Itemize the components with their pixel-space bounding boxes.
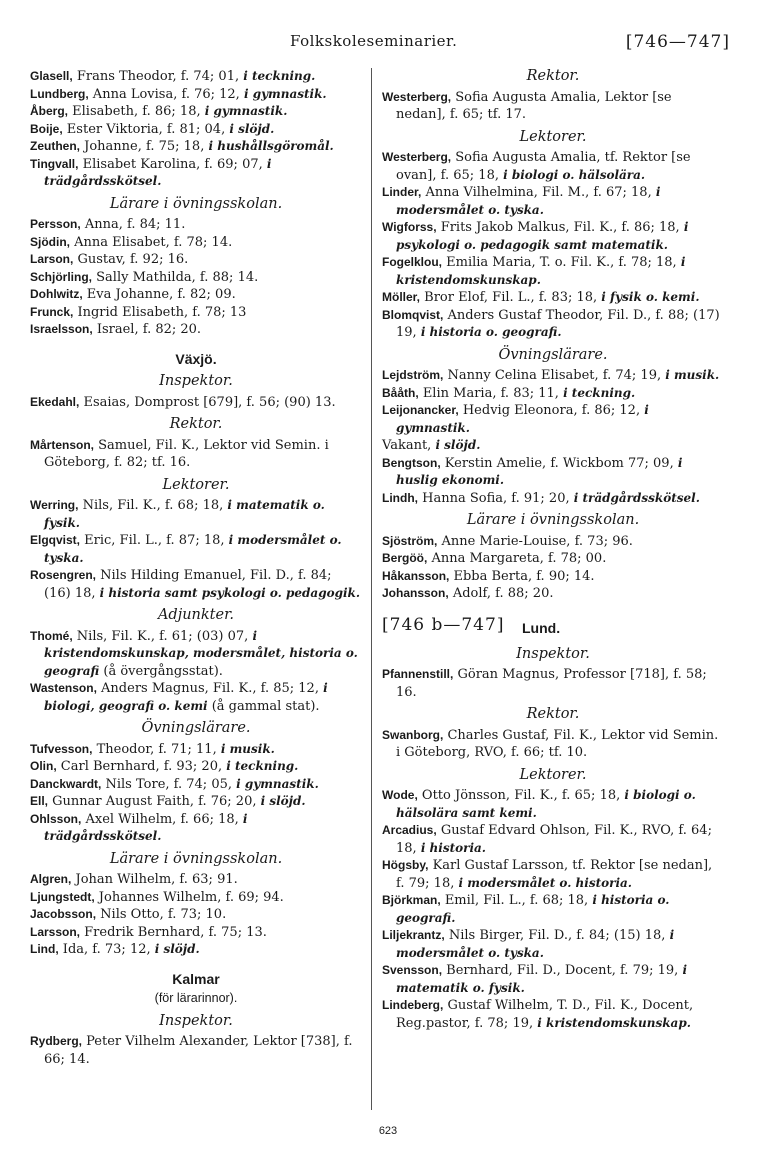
subject: i matematik o. fysik. — [396, 963, 687, 995]
subject: i musik. — [665, 368, 720, 382]
person-name: Rydberg, — [30, 1034, 83, 1048]
entry-group — [30, 497, 362, 602]
entry-details: Karl Gustaf Larsson, tf. Rektor [se nedan], f. 79; 18, — [396, 858, 713, 891]
list-item — [30, 103, 362, 121]
entry-group — [382, 533, 724, 603]
left-column — [30, 68, 362, 1068]
entry-details: Israel, f. 82; 20. — [92, 322, 202, 337]
entry-group — [30, 394, 362, 412]
list-item — [30, 758, 362, 776]
entry-details: Nils, Fil. K., f. 68; 18, — [78, 498, 228, 513]
person-name: Leijonancker, — [382, 403, 459, 417]
subject: i musik. — [220, 741, 275, 756]
person-name: Bååth, — [382, 385, 419, 400]
section-heading: Lärare i övningsskolan. — [109, 850, 283, 867]
subject: i trädgårdsskötsel. — [573, 490, 700, 505]
list-item — [30, 906, 362, 924]
subject: i fysik o. kemi. — [601, 290, 700, 304]
entry-details: Elisabet Karolina, f. 69; 07, — [78, 156, 267, 172]
person-name: Håkansson, — [382, 568, 450, 583]
list-item — [382, 149, 724, 184]
entry-details: Adolf, f. 88; 20. — [448, 586, 554, 601]
subject: i biologi o. hälsolära. — [503, 167, 646, 182]
person-name: Möller, — [382, 290, 421, 304]
subject: i teckning. — [563, 385, 636, 400]
list-item — [30, 86, 362, 104]
section-heading: Rektor. — [526, 706, 580, 722]
person-name: Blomqvist, — [382, 307, 444, 322]
list-item — [30, 1033, 362, 1068]
person-name: Schjörling, — [30, 269, 93, 284]
list-item — [30, 251, 362, 269]
subject: i modersmålet o. tyska. — [44, 533, 342, 565]
subject: i trädgårdsskötsel. — [44, 811, 248, 843]
list-item — [30, 567, 362, 602]
entry-group — [382, 367, 724, 507]
list-item — [382, 289, 724, 307]
list-item — [382, 367, 724, 385]
list-item — [382, 997, 724, 1032]
person-name: Wigforss, — [382, 220, 437, 234]
city-heading: Kalmar — [172, 970, 220, 987]
list-item — [30, 793, 362, 811]
section-heading: Lärare i övningsskolan. — [109, 195, 283, 212]
list-item — [30, 871, 362, 889]
running-title: Folkskoleseminarier. — [290, 32, 458, 50]
entry-group — [30, 1033, 362, 1068]
entry-details: Emil, Fil. L., f. 68; 18, — [440, 893, 593, 908]
person-name: Israelsson, — [30, 322, 93, 336]
subject: i modersmålet o. historia. — [458, 875, 632, 890]
subject: i kristendomskunskap. — [396, 255, 686, 287]
entry-details: Charles Gustaf, Fil. K., Lektor vid Semin. i Göteborg, RVO, f. 66; tf. 10. — [396, 727, 719, 760]
subject: i hushållsgöromål. — [208, 139, 334, 153]
entry-note: (å övergångsstat). — [99, 663, 223, 679]
person-name: Högsby, — [382, 858, 429, 872]
subject: i historia o. geografi. — [420, 325, 562, 339]
entry-details: Anna Elisabet, f. 78; 14. — [70, 234, 233, 250]
entry-details: Esaias, Domprost [679], f. 56; (90) 13. — [79, 394, 336, 410]
city-heading: Växjö. — [175, 350, 217, 367]
list-item — [382, 927, 724, 962]
subject: i huslig ekonomi. — [396, 455, 683, 487]
list-item — [382, 89, 724, 124]
list-item — [30, 304, 362, 322]
list-item — [30, 156, 362, 191]
entry-details: Kerstin Amelie, f. Wickbom 77; 09, — [440, 455, 678, 471]
entry-details: Nils Tore, f. 74; 05, — [101, 776, 237, 792]
person-name: Lejdström, — [382, 368, 444, 382]
entry-details: Vakant, — [382, 438, 436, 453]
entry-details: Sally Mathilda, f. 88; 14. — [92, 269, 259, 285]
entry-details: Anna Margareta, f. 78; 00. — [427, 551, 607, 566]
list-item — [382, 307, 724, 342]
subject: i historia. — [420, 840, 486, 855]
person-name: Frunck, — [30, 304, 74, 319]
person-name: Thomé, — [30, 628, 73, 643]
entry-details: Frits Jakob Malkus, Fil. K., f. 86; 18, — [436, 220, 684, 235]
list-item — [30, 437, 362, 472]
list-item — [30, 121, 362, 139]
person-name: Ljungstedt, — [30, 889, 95, 904]
subject: i trädgårdsskötsel. — [44, 156, 272, 188]
list-item — [382, 533, 724, 551]
entry-details: Nils Otto, f. 73; 10. — [96, 907, 227, 922]
person-name: Dohlwitz, — [30, 287, 83, 301]
lund-header — [382, 614, 724, 641]
section-heading: Lärare i övningsskolan. — [466, 512, 640, 528]
person-name: Tingvall, — [30, 156, 79, 171]
entry-details: Gunnar August Faith, f. 76; 20, — [48, 794, 261, 809]
person-name: Ohlsson, — [30, 811, 82, 826]
list-item — [30, 286, 362, 304]
person-name: Liljekrantz, — [382, 928, 445, 942]
list-item — [30, 68, 362, 86]
subject: i gymnastik. — [204, 104, 288, 118]
entry-details: Ingrid Elisabeth, f. 78; 13 — [73, 304, 247, 320]
person-name: Westerberg, — [382, 89, 452, 104]
section-heading: Lektorer. — [162, 476, 230, 493]
entry-details: Hedvig Eleonora, f. 86; 12, — [458, 403, 645, 418]
person-name: Rosengren, — [30, 568, 97, 582]
person-name: Bengtson, — [382, 455, 441, 470]
list-item — [30, 138, 362, 156]
entry-group — [382, 787, 724, 1032]
entry-details: Nanny Celina Elisabet, f. 74; 19, — [443, 368, 666, 383]
subject: i biologi o. hälsolära samt kemi. — [396, 788, 696, 820]
subject: i slöjd. — [229, 121, 275, 136]
entry-group — [30, 871, 362, 959]
entry-details: Anders Gustaf Theodor, Fil. D., f. 88; (17) 19, — [396, 307, 720, 340]
entry-note: (å gammal stat). — [207, 698, 320, 714]
entry-group — [30, 68, 362, 191]
person-name: Persson, — [30, 217, 81, 231]
person-name: Lundberg, — [30, 86, 89, 101]
person-name: Wastenson, — [30, 681, 97, 695]
subject: i teckning. — [243, 69, 316, 83]
person-name: Glasell, — [30, 69, 73, 83]
person-name: Lind, — [30, 942, 59, 956]
person-name: Mårtenson, — [30, 437, 95, 452]
entry-details: Bror Elof, Fil. L., f. 83; 18, — [420, 290, 602, 305]
entry-details: Eva Johanne, f. 82; 09. — [82, 287, 236, 302]
list-item — [30, 776, 362, 794]
entry-details: Nils, Fil. K., f. 61; (03) 07, — [72, 628, 253, 644]
list-item — [382, 402, 724, 437]
person-name: Wode, — [382, 788, 418, 802]
entry-details: Gustaf Edvard Ohlson, Fil. K., RVO, f. 64; 18, — [396, 823, 712, 856]
person-name: Larsson, — [30, 924, 81, 939]
section-heading: Rektor. — [169, 416, 223, 432]
entry-details: Axel Wilhelm, f. 66; 18, — [81, 811, 243, 827]
subject: i gymnastik. — [243, 86, 327, 101]
person-name: Bergöö, — [382, 551, 428, 565]
subject: i gymnastik. — [396, 403, 649, 435]
list-item — [30, 394, 362, 412]
entry-details: Emilia Maria, T. o. Fil. K., f. 78; 18, — [442, 255, 681, 270]
column-divider — [371, 68, 372, 1110]
entry-details: Elin Maria, f. 83; 11, — [418, 385, 564, 401]
subject: i teckning. — [226, 759, 299, 773]
page-number: 623 — [378, 1125, 398, 1137]
list-item — [382, 962, 724, 997]
list-item — [30, 680, 362, 715]
list-item — [30, 741, 362, 759]
list-item — [382, 254, 724, 289]
person-name: Svensson, — [382, 963, 443, 977]
subject: i slöjd. — [435, 438, 481, 452]
person-name: Fogelklou, — [382, 255, 442, 269]
entry-details: Göran Magnus, Professor [718], f. 58; 16. — [396, 667, 707, 700]
entry-group — [30, 437, 362, 472]
list-item — [382, 219, 724, 254]
section-heading: Inspektor. — [159, 1012, 233, 1029]
subject: i modersmålet o. tyska. — [396, 928, 675, 960]
person-name: Elgqvist, — [30, 533, 81, 547]
page-header — [30, 24, 730, 54]
entry-details: Otto Jönsson, Fil. K., f. 65; 18, — [417, 788, 625, 803]
subject: i gymnastik. — [236, 776, 319, 791]
list-item — [382, 184, 724, 219]
entry-details: Eric, Fil. L., f. 87; 18, — [80, 533, 229, 548]
entry-details: Peter Vilhelm Alexander, Lektor [738], f. 66; 14. — [44, 1034, 353, 1067]
subject: i modersmålet o. tyska. — [396, 185, 661, 217]
list-item — [30, 941, 362, 959]
person-name: Larson, — [30, 252, 74, 266]
subject: i matematik o. fysik. — [44, 498, 325, 530]
entry-details: Gustav, f. 92; 16. — [73, 252, 189, 267]
section-heading: Lektorer. — [519, 766, 587, 783]
person-name: Westerberg, — [382, 150, 452, 164]
list-item — [30, 497, 362, 532]
section-heading: Övningslärare. — [498, 346, 608, 363]
subject: i kristendomskunskap, modersmålet, historia o. geografi — [44, 628, 358, 678]
subject: i psykologi o. pedagogik samt matematik. — [396, 220, 689, 252]
section-heading: Övningslärare. — [141, 720, 251, 736]
entry-details: Elisabeth, f. 86; 18, — [68, 104, 205, 119]
section-heading: Inspektor. — [159, 373, 233, 389]
list-item — [382, 857, 724, 892]
list-item — [30, 321, 362, 339]
person-name: Björkman, — [382, 893, 441, 907]
entry-details: Anna Lovisa, f. 76; 12, — [88, 86, 244, 102]
entry-details: Gustaf Wilhelm, T. D., Fil. K., Docent, Reg.pastor, f. 78; 19, — [396, 998, 694, 1031]
entry-details: Anna, f. 84; 11. — [80, 217, 186, 232]
person-name: Johansson, — [382, 586, 449, 600]
entry-details: Carl Bernhard, f. 93; 20, — [56, 759, 227, 774]
city-heading: Lund. — [522, 619, 561, 636]
entry-details: Theodor, f. 71; 11, — [92, 741, 221, 757]
entry-group — [30, 628, 362, 716]
list-item — [382, 455, 724, 490]
list-item — [382, 822, 724, 857]
person-name: Swanborg, — [382, 727, 444, 742]
right-column — [382, 68, 724, 1032]
person-name: Tufvesson, — [30, 741, 93, 756]
subject: i historia o. geografi. — [396, 893, 670, 925]
person-name: Algren, — [30, 872, 72, 886]
entry-group — [30, 741, 362, 846]
person-name: Lindeberg, — [382, 998, 444, 1012]
entry-details: Anne Marie-Louise, f. 73; 96. — [437, 533, 633, 549]
subject: i slöjd. — [154, 942, 200, 956]
person-name: Lindh, — [382, 490, 418, 505]
entry-details: Nils Hilding Emanuel, Fil. D., f. 84; (16) 18, — [44, 568, 332, 601]
list-item — [382, 437, 724, 455]
person-name: Olin, — [30, 759, 57, 773]
subject: i slöjd. — [260, 794, 306, 808]
entry-details: Sofia Augusta Amalia, tf. Rektor [se ovan], f. 65; 18, — [396, 150, 691, 183]
entry-details: Anna Vilhelmina, Fil. M., f. 67; 18, — [421, 185, 656, 200]
entry-details: Nils Birger, Fil. D., f. 84; (15) 18, — [444, 928, 670, 943]
person-name: Linder, — [382, 185, 422, 199]
entry-details: Johan Wilhelm, f. 63; 91. — [71, 872, 238, 887]
list-item — [382, 585, 724, 603]
section-heading: Lektorer. — [519, 128, 587, 145]
entry-group — [30, 216, 362, 339]
list-item — [30, 234, 362, 252]
list-item — [382, 787, 724, 822]
page-range: [746—747] — [625, 32, 730, 52]
person-name: Pfannenstill, — [382, 667, 454, 681]
person-name: Åberg, — [30, 104, 69, 118]
entry-details: Bernhard, Fil. D., Docent, f. 79; 19, — [442, 963, 683, 978]
list-item — [30, 216, 362, 234]
list-item — [30, 924, 362, 942]
entry-details: Ida, f. 73; 12, — [58, 942, 155, 957]
person-name: Jacobsson, — [30, 907, 97, 921]
list-item — [382, 666, 724, 701]
person-name: Arcadius, — [382, 823, 437, 837]
person-name: Danckwardt, — [30, 776, 102, 791]
list-item — [382, 490, 724, 508]
page-range: [746 b—747] — [382, 614, 505, 635]
section-heading: Rektor. — [526, 68, 580, 84]
list-item — [30, 532, 362, 567]
entry-details: Fredrik Bernhard, f. 75; 13. — [80, 924, 267, 940]
list-item — [382, 550, 724, 568]
list-item — [30, 628, 362, 681]
subject: i kristendomskunskap. — [537, 1015, 691, 1030]
entry-group — [382, 666, 724, 701]
section-heading: Inspektor. — [516, 645, 590, 662]
person-name: Sjödin, — [30, 234, 70, 249]
list-item — [30, 811, 362, 846]
section-heading: Adjunkter. — [157, 607, 235, 623]
list-item — [30, 889, 362, 907]
person-name: Boije, — [30, 121, 63, 136]
entry-details: Johanne, f. 75; 18, — [80, 139, 209, 154]
city-subheading: (för lärarinnor). — [154, 991, 238, 1005]
list-item — [382, 568, 724, 586]
entry-details: Johannes Wilhelm, f. 69; 94. — [94, 889, 284, 905]
subject: i historia samt psykologi o. pedagogik. — [99, 585, 361, 600]
person-name: Zeuthen, — [30, 139, 80, 153]
entry-details: Anders Magnus, Fil. K., f. 85; 12, — [96, 681, 324, 696]
entry-details: Samuel, Fil. K., Lektor vid Semin. i Göteborg, f. 82; tf. 16. — [44, 437, 329, 470]
entry-details: Ester Viktoria, f. 81; 04, — [62, 121, 230, 137]
list-item — [30, 269, 362, 287]
entry-group — [382, 89, 724, 124]
entry-group — [382, 727, 724, 762]
entry-details: Ebba Berta, f. 90; 14. — [449, 568, 595, 584]
list-item — [382, 727, 724, 762]
entry-group — [382, 149, 724, 342]
entry-details: Frans Theodor, f. 74; 01, — [72, 69, 244, 84]
person-name: Sjöström, — [382, 533, 438, 548]
entry-details: Hanna Sofia, f. 91; 20, — [418, 490, 574, 506]
person-name: Werring, — [30, 498, 79, 512]
person-name: Ell, — [30, 794, 49, 808]
list-item — [382, 892, 724, 927]
person-name: Ekedahl, — [30, 394, 80, 409]
list-item — [382, 385, 724, 403]
entry-details: Sofia Augusta Amalia, Lektor [se nedan], f. 65; tf. 17. — [396, 89, 672, 122]
subject: i biologi, geografi o. kemi — [44, 681, 328, 713]
